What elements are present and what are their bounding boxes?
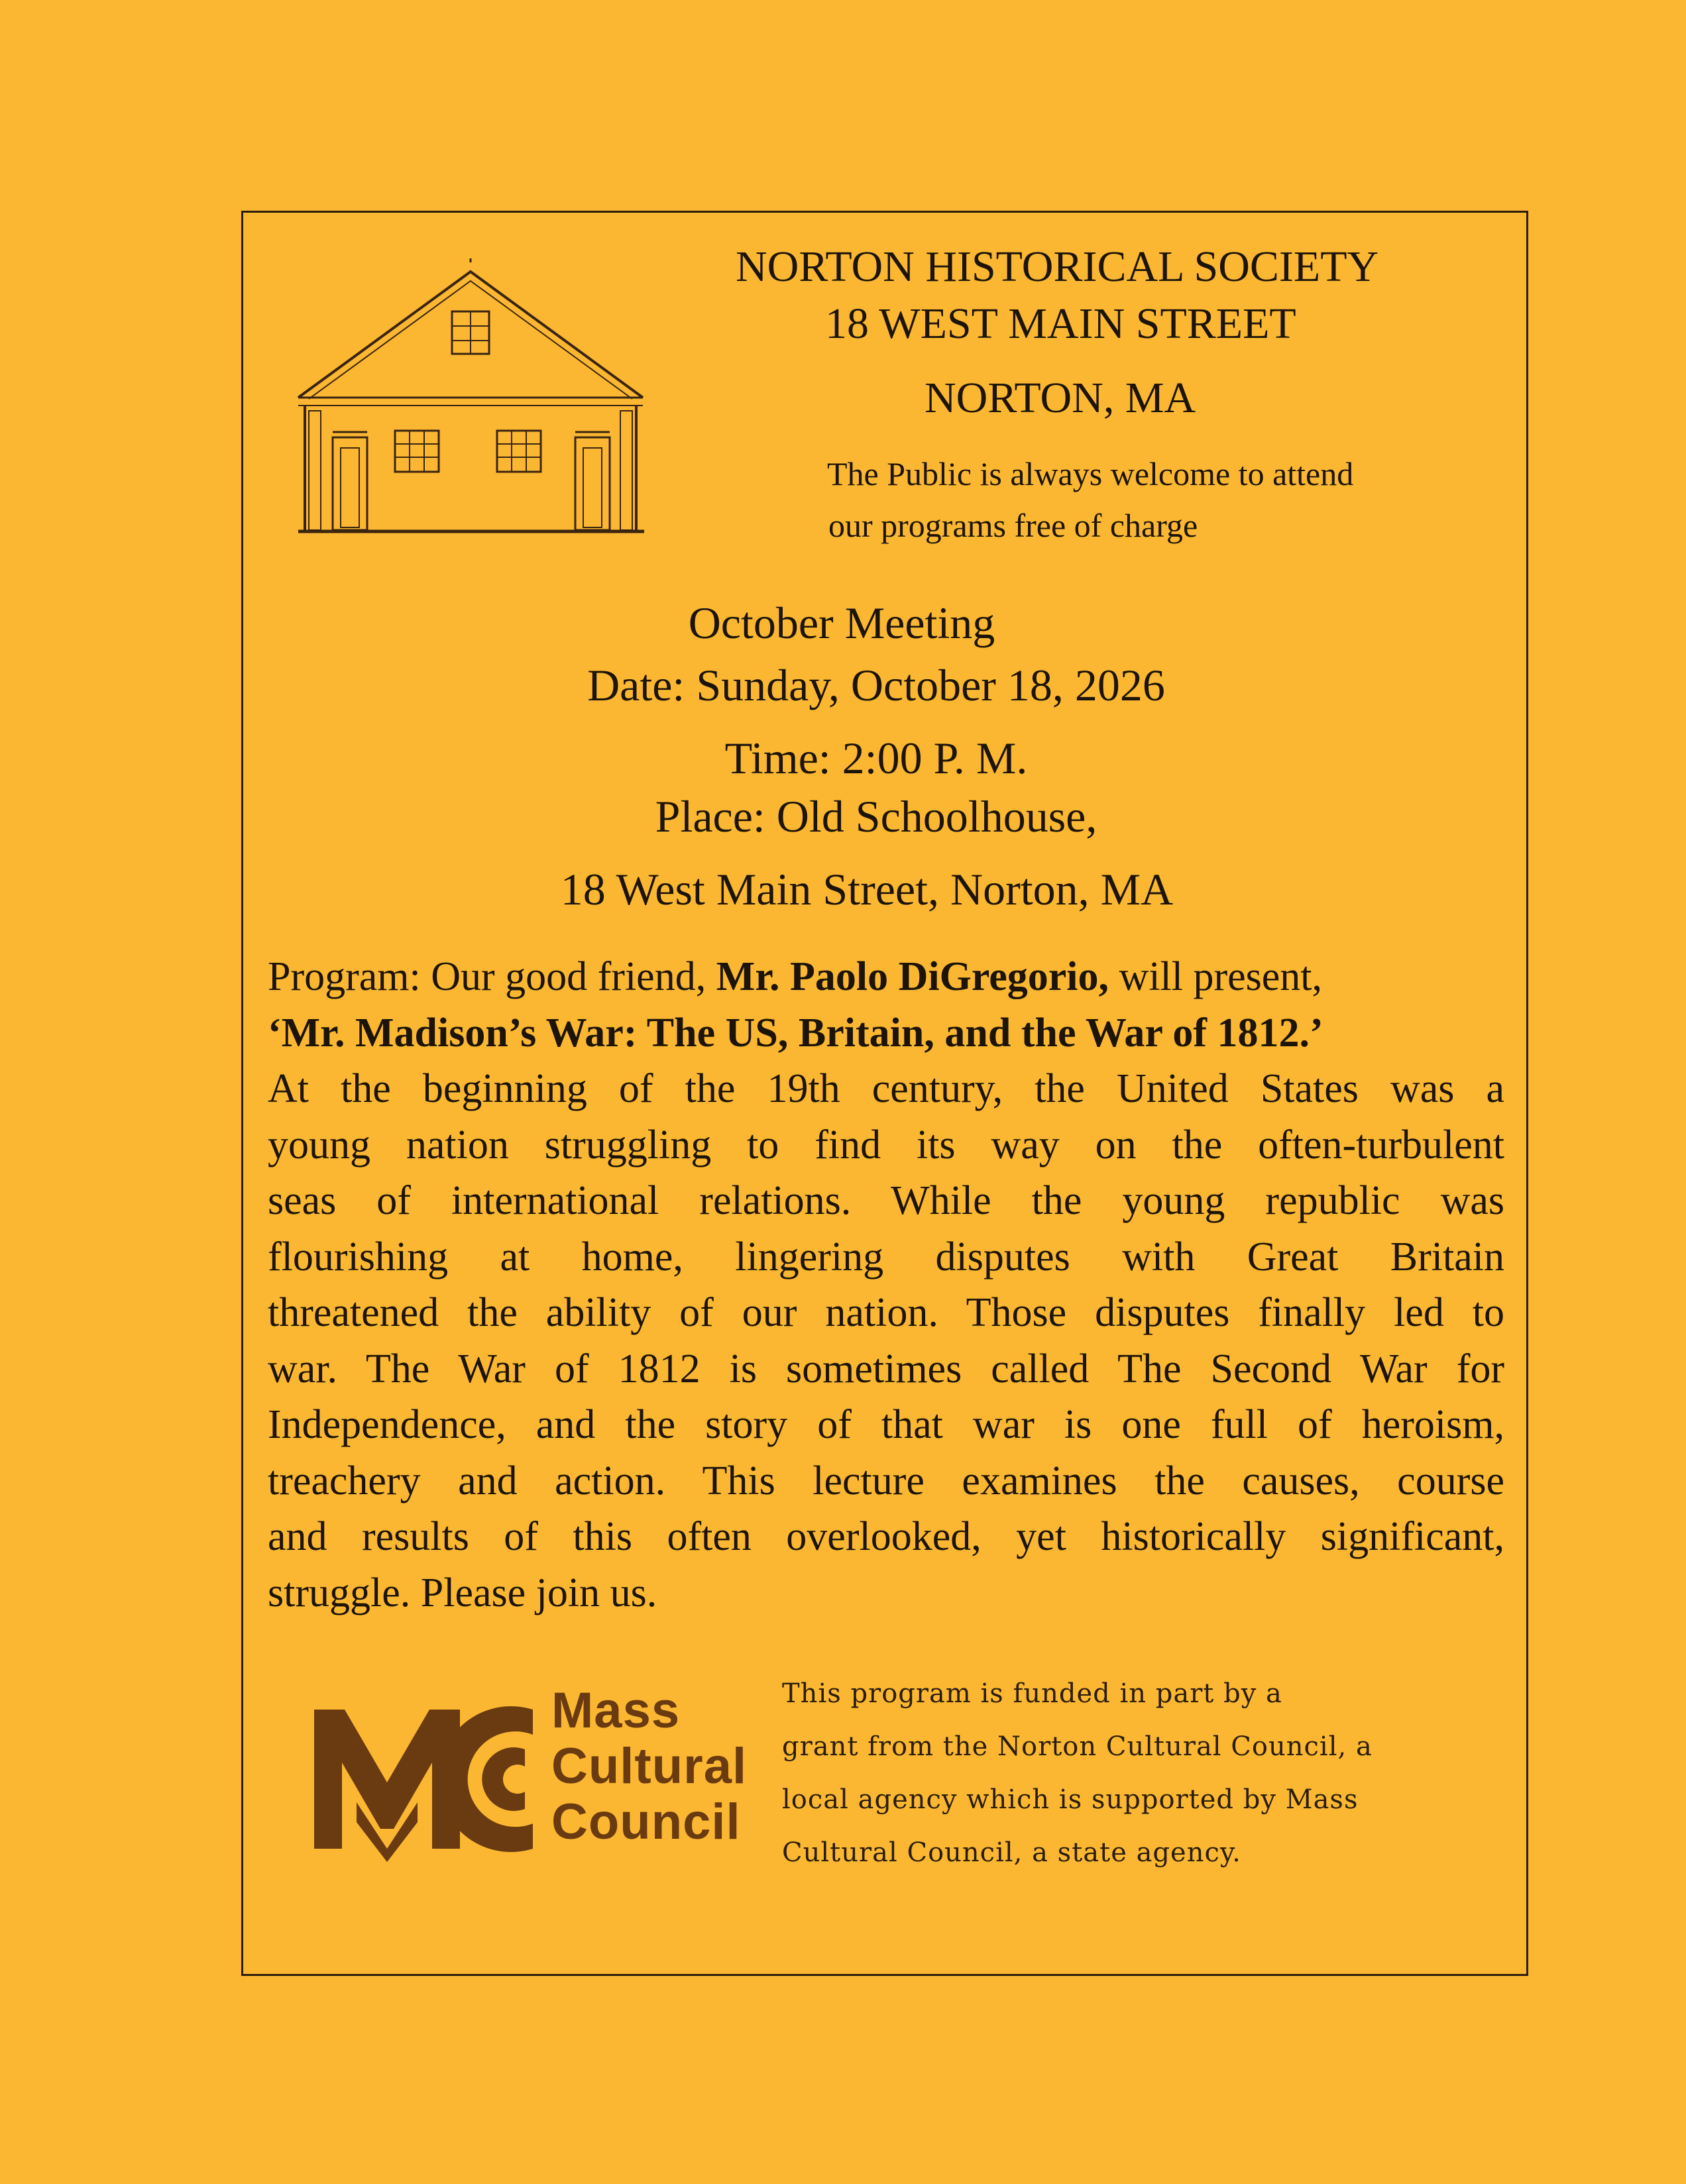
- program-intro-tail: will present,: [1109, 954, 1323, 999]
- program-text-line: struggle. Please join us.: [268, 1570, 657, 1615]
- org-name: NORTON HISTORICAL SOCIETY: [736, 243, 1379, 291]
- meeting-time: Time: 2:00 P. M.: [724, 733, 1028, 783]
- funding-line: grant from the Norton Cultural Council, a: [782, 1731, 1373, 1762]
- program-text-line: young nation struggling to find its way on the often-turbulent: [268, 1122, 1504, 1168]
- logo-word-mass: Mass: [551, 1682, 681, 1739]
- program-text-line: threatened the ability of our nation. Those disputes finally led to: [268, 1290, 1504, 1335]
- org-street: 18 WEST MAIN STREET: [825, 300, 1296, 348]
- meeting-date: Date: Sunday, October 18, 2026: [587, 660, 1165, 710]
- public-note-line2: our programs free of charge: [828, 507, 1198, 544]
- logo-word-council: Council: [551, 1794, 741, 1850]
- funding-line: This program is funded in part by a: [782, 1678, 1282, 1709]
- schoolhouse-illustration: [289, 245, 653, 543]
- program-text-line: At the beginning of the 19th century, the United States was a: [268, 1066, 1504, 1111]
- funding-line: local agency which is supported by Mass: [782, 1784, 1359, 1815]
- program-text-line: and results of this often overlooked, yet historically significant,: [268, 1514, 1504, 1559]
- presenter-name: Mr. Paolo DiGregorio,: [716, 954, 1109, 999]
- program-description: [268, 949, 1504, 1621]
- program-text-line: treachery and action. This lecture examines the causes, course: [268, 1458, 1504, 1503]
- funding-statement: [782, 1667, 1445, 1879]
- program-intro: Program: Our good friend,: [268, 954, 716, 999]
- program-text-line: war. The War of 1812 is sometimes called The Second War for: [268, 1346, 1504, 1392]
- funding-line: Cultural Council, a state agency.: [782, 1837, 1241, 1868]
- program-text-line: Independence, and the story of that war is one full of heroism,: [268, 1402, 1504, 1447]
- lecture-title-line: [268, 1005, 1504, 1062]
- lecture-title: ‘Mr. Madison’s War: The US, Britain, and the War of 1812.’: [268, 1010, 1323, 1056]
- meeting-address: 18 West Main Street, Norton, MA: [560, 864, 1174, 914]
- mass-cultural-council-logo: [314, 1683, 778, 1875]
- logo-word-cultural: Cultural: [551, 1738, 748, 1794]
- program-text-line: seas of international relations. While the young republic was: [268, 1178, 1504, 1223]
- org-city: NORTON, MA: [925, 374, 1196, 422]
- meeting-place: Place: Old Schoolhouse,: [655, 791, 1097, 842]
- program-intro-line: [268, 949, 1504, 1005]
- program-text-line: flourishing at home, lingering disputes with Great Britain: [268, 1234, 1504, 1280]
- mc-monogram-icon: [314, 1683, 539, 1875]
- meeting-title: October Meeting: [688, 598, 995, 648]
- public-note-line1: The Public is always welcome to attend: [827, 455, 1354, 492]
